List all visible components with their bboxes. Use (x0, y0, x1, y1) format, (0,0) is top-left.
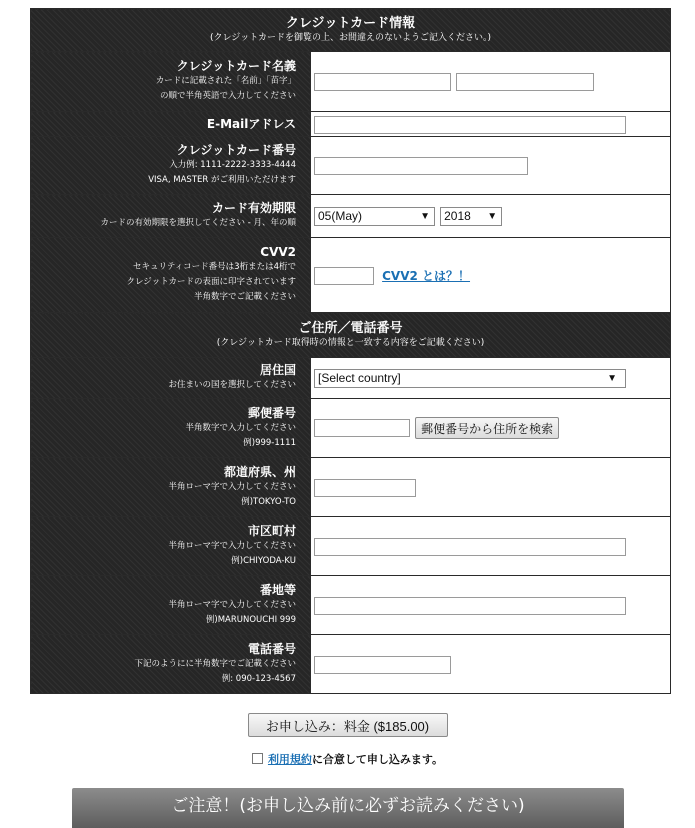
city-hint-1: 半角ローマ字で入力してください (168, 540, 296, 551)
chevron-down-icon: ▼ (487, 211, 498, 222)
cvv-hint-2: クレジットカードの表面に印字されています (126, 277, 296, 287)
submit-button[interactable]: お申し込み：料金 ($185.00) (248, 713, 448, 737)
card-number-label-cell (31, 137, 311, 195)
cvv-help-link[interactable]: CVV2 とは？！ (382, 269, 471, 284)
city-hint-2: 例)CHIYODA-KU (231, 555, 296, 566)
street-hint-1: 半角ローマ字で入力してください (168, 599, 296, 610)
street-input[interactable] (314, 597, 626, 615)
prefecture-label-cell (31, 458, 311, 517)
prefecture-value-cell (311, 458, 671, 517)
street-label-cell (31, 576, 311, 635)
chevron-down-icon: ▼ (607, 373, 617, 384)
phone-value-cell (311, 635, 671, 694)
phone-hint-1: 下記のようにに半角数字でご記載ください (134, 658, 296, 669)
card-name-hint-1: カードに記載された「名前」「苗字」 (155, 76, 296, 86)
prefecture-label: 都道府県、州 (223, 464, 296, 479)
postal-hint-1: 半角数字で入力してください (185, 422, 296, 433)
email-value-cell (311, 112, 671, 137)
postal-value-cell (311, 399, 671, 458)
card-number-value-cell (311, 137, 671, 195)
expiry-year-select[interactable] (440, 207, 502, 226)
notice-banner: ご注意！(お申し込み前に必ずお読みください) (72, 788, 624, 828)
agree-checkbox[interactable] (252, 753, 263, 764)
card-number-hint-2: VISA, MASTER がご利用いただけます (148, 175, 296, 185)
card-section-subtitle: (クレジットカードを御覧の上、お間違えのないようご記入ください。) (209, 33, 492, 43)
street-hint-2: 例)MARUNOUCHI 999 (205, 614, 296, 625)
country-selected-value: [Select country] (318, 371, 401, 385)
street-value-cell (311, 576, 671, 635)
card-last-name-input[interactable] (456, 73, 594, 91)
card-name-label: クレジットカード名義 (176, 59, 296, 73)
email-label-cell (31, 112, 311, 137)
phone-input[interactable] (314, 656, 451, 674)
expiry-year-value: 2018 (444, 209, 471, 223)
postal-label-cell (31, 399, 311, 458)
cvv-hint-3: 半角数字でご記載ください (193, 292, 296, 302)
agree-row (0, 751, 695, 767)
cvv-label: CVV2 (260, 245, 296, 259)
city-input[interactable] (314, 538, 626, 556)
payment-form (30, 8, 671, 694)
card-section-header (31, 9, 671, 52)
postal-code-input[interactable] (314, 419, 410, 437)
city-label-cell (31, 517, 311, 576)
address-section-subtitle: (クレジットカード取得時の情報と一致する内容をご記載ください) (216, 338, 485, 348)
email-input[interactable] (314, 116, 626, 134)
country-hint: お住まいの国を選択してください (168, 380, 296, 390)
country-label: 居住国 (259, 363, 296, 377)
card-number-hint-1: 入力例: 1111-2222-3333-4444 (169, 160, 296, 170)
expiry-month-value: 05(May) (318, 209, 363, 223)
expiry-label: カード有効期限 (211, 201, 296, 215)
cvv-label-cell (31, 238, 311, 313)
prefecture-hint-2: 例)TOKYO-TO (241, 496, 296, 507)
expiry-hint: カードの有効期限を選択してください - 月、年の順 (100, 218, 296, 228)
address-section-header (31, 313, 671, 358)
phone-label: 電話番号 (247, 641, 296, 656)
address-section-title: ご住所／電話番号 (298, 321, 403, 336)
expiry-month-select[interactable] (314, 207, 435, 226)
chevron-down-icon: ▼ (420, 211, 430, 222)
cvv-value-cell (311, 238, 671, 313)
card-name-label-cell (31, 52, 311, 112)
postal-search-button[interactable]: 郵便番号から住所を検索 (415, 417, 559, 439)
card-section-title: クレジットカード情報 (285, 16, 416, 31)
terms-link[interactable]: 利用規約 (267, 753, 312, 766)
postal-hint-2: 例)999-1111 (243, 437, 296, 448)
city-label: 市区町村 (247, 523, 296, 538)
prefecture-input[interactable] (314, 479, 416, 497)
cvv-hint-1: セキュリティコード番号は3桁または4桁で (133, 262, 296, 272)
phone-label-cell (31, 635, 311, 694)
street-label: 番地等 (259, 582, 296, 597)
prefecture-hint-1: 半角ローマ字で入力してください (168, 481, 296, 492)
card-first-name-input[interactable] (314, 73, 451, 91)
country-value-cell (311, 358, 671, 399)
card-name-hint-2: の順で半角英語で入力してください (159, 91, 296, 101)
city-value-cell (311, 517, 671, 576)
country-select[interactable] (314, 369, 626, 388)
expiry-label-cell (31, 195, 311, 238)
postal-label: 郵便番号 (247, 405, 296, 420)
email-label: E-Mailアドレス (206, 116, 296, 131)
agree-text: に合意して申し込みます。 (311, 753, 444, 766)
phone-hint-2: 例: 090-123-4567 (221, 673, 296, 684)
cvv-input[interactable] (314, 267, 374, 285)
submit-area (0, 713, 695, 737)
country-label-cell (31, 358, 311, 399)
expiry-value-cell (311, 195, 671, 238)
card-number-label: クレジットカード番号 (176, 143, 296, 157)
card-name-value-cell (311, 52, 671, 112)
card-number-input[interactable] (314, 157, 528, 175)
